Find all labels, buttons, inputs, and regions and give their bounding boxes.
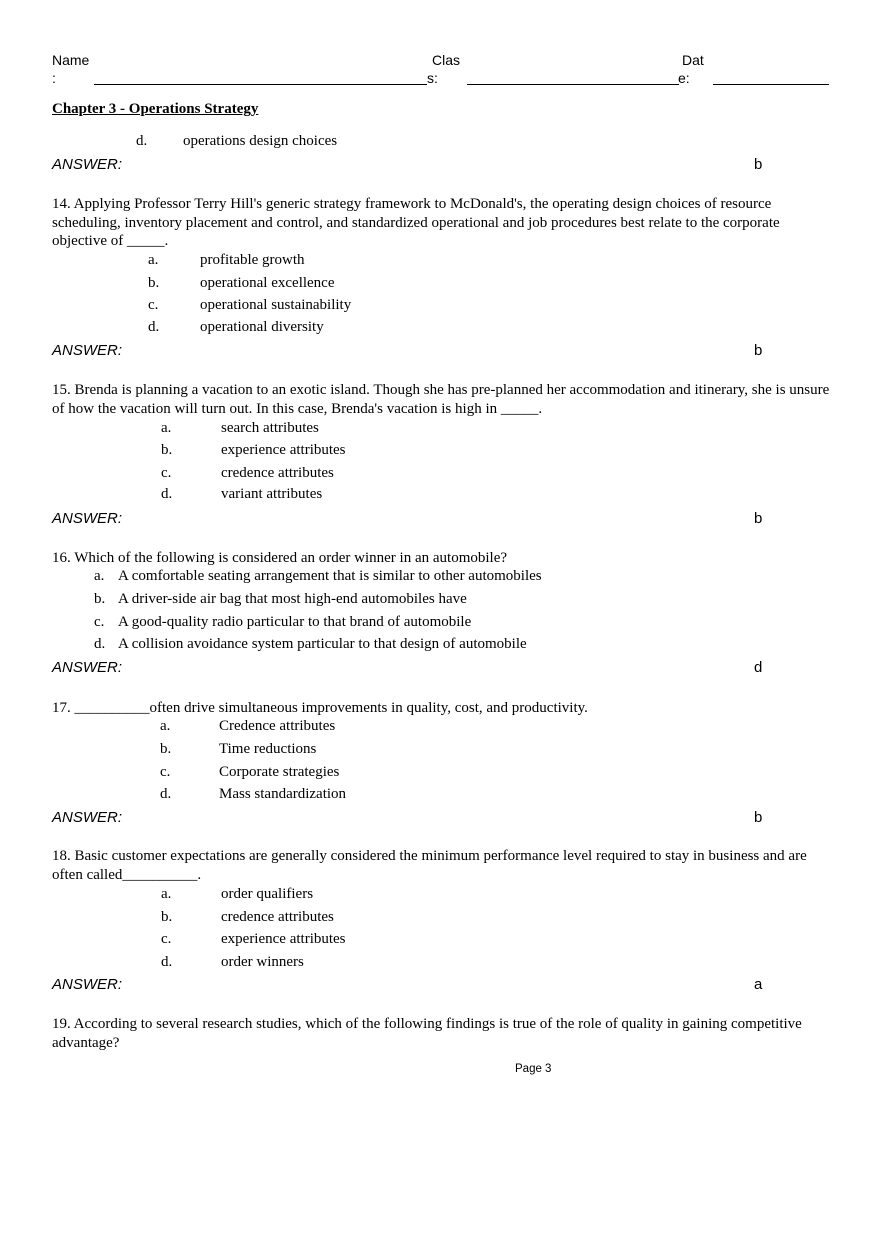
- option-letter: b.: [161, 442, 173, 458]
- question-stem: 15. Brenda is planning a vacation to an exotic island. Though she has pre-planned her accommodation and itinerary, she is unsure of how the vacation will turn out. In this case, Brenda's vacation is high in _____.: [52, 382, 830, 417]
- option-letter: d.: [136, 133, 148, 149]
- option-text: search attributes: [221, 420, 319, 436]
- question-stem: 17. __________often drive simultaneous improvements in quality, cost, and productivity.: [52, 700, 588, 716]
- option-text: Mass standardization: [219, 786, 347, 802]
- option-letter: d.: [161, 486, 173, 502]
- question-stem: 18. Basic customer expectations are generally considered the minimum performance level required to stay in business and are often called__________.: [52, 848, 807, 883]
- option-text: experience attributes: [221, 931, 346, 947]
- option-letter: d.: [148, 319, 160, 335]
- option-text: order winners: [221, 954, 304, 970]
- chapter-title: Chapter 3 - Operations Strategy: [52, 101, 259, 117]
- option-text: A collision avoidance system particular to that design of automobile: [118, 636, 527, 652]
- question-stem: 14. Applying Professor Terry Hill's generic strategy framework to McDonald's, the operating design choices of resource scheduling, inventory placement and control, and standardized operational and job procedures best relate to the corporate objective of _____.: [52, 196, 780, 249]
- option-letter: a.: [148, 252, 159, 268]
- option-text: Time reductions: [219, 741, 317, 757]
- option-text: profitable growth: [200, 252, 305, 268]
- answer-label: ANSWER:: [52, 976, 123, 993]
- option-text: operations design choices: [183, 133, 338, 149]
- option-text: A comfortable seating arrangement that is similar to other automobiles: [118, 568, 542, 584]
- option-text: operational excellence: [200, 275, 335, 291]
- option-letter: d.: [94, 636, 106, 652]
- option-letter: a.: [94, 568, 105, 584]
- option-letter: c.: [148, 297, 159, 313]
- answer-value: b: [754, 342, 763, 359]
- option-letter: b.: [161, 909, 173, 925]
- option-text: operational diversity: [200, 319, 324, 335]
- option-letter: c.: [160, 764, 171, 780]
- question-stem: 19. According to several research studies, which of the following findings is true of the role of quality in gaining competitive advantage?: [52, 1016, 802, 1051]
- option-letter: d.: [160, 786, 172, 802]
- question-stem: 16. Which of the following is considered an order winner in an automobile?: [52, 550, 508, 566]
- option-letter: c.: [161, 465, 172, 481]
- option-text: credence attributes: [221, 909, 334, 925]
- name-label: Name: [52, 52, 90, 68]
- option-text: credence attributes: [221, 465, 334, 481]
- option-letter: b.: [160, 741, 172, 757]
- name-blank-line: [94, 84, 427, 85]
- answer-value: b: [754, 156, 763, 173]
- date-label-suffix: e:: [678, 70, 690, 86]
- option-letter: b.: [148, 275, 160, 291]
- answer-value: b: [754, 809, 763, 826]
- class-blank-line: [467, 84, 679, 85]
- option-letter: a.: [161, 886, 172, 902]
- name-label-colon: :: [52, 70, 56, 86]
- option-text: variant attributes: [221, 486, 323, 502]
- option-text: operational sustainability: [200, 297, 352, 313]
- class-label-suffix: s:: [427, 70, 438, 86]
- answer-label: ANSWER:: [52, 342, 123, 359]
- option-letter: d.: [161, 954, 173, 970]
- page-number: Page 3: [515, 1063, 552, 1075]
- date-label: Dat: [682, 52, 704, 68]
- option-letter: c.: [161, 931, 172, 947]
- option-letter: a.: [160, 718, 171, 734]
- answer-value: a: [754, 976, 763, 993]
- option-text: Corporate strategies: [219, 764, 340, 780]
- answer-label: ANSWER:: [52, 809, 123, 826]
- option-text: A good-quality radio particular to that brand of automobile: [118, 614, 472, 630]
- date-blank-line: [713, 84, 829, 85]
- option-letter: c.: [94, 614, 105, 630]
- option-text: Credence attributes: [219, 718, 336, 734]
- answer-label: ANSWER:: [52, 156, 123, 173]
- option-text: A driver-side air bag that most high-end automobiles have: [118, 591, 467, 607]
- option-text: order qualifiers: [221, 886, 314, 902]
- option-letter: b.: [94, 591, 106, 607]
- answer-value: b: [754, 510, 763, 527]
- option-letter: a.: [161, 420, 172, 436]
- class-label: Clas: [432, 52, 461, 68]
- option-text: experience attributes: [221, 442, 346, 458]
- answer-label: ANSWER:: [52, 510, 123, 527]
- answer-label: ANSWER:: [52, 659, 123, 676]
- answer-value: d: [754, 659, 763, 676]
